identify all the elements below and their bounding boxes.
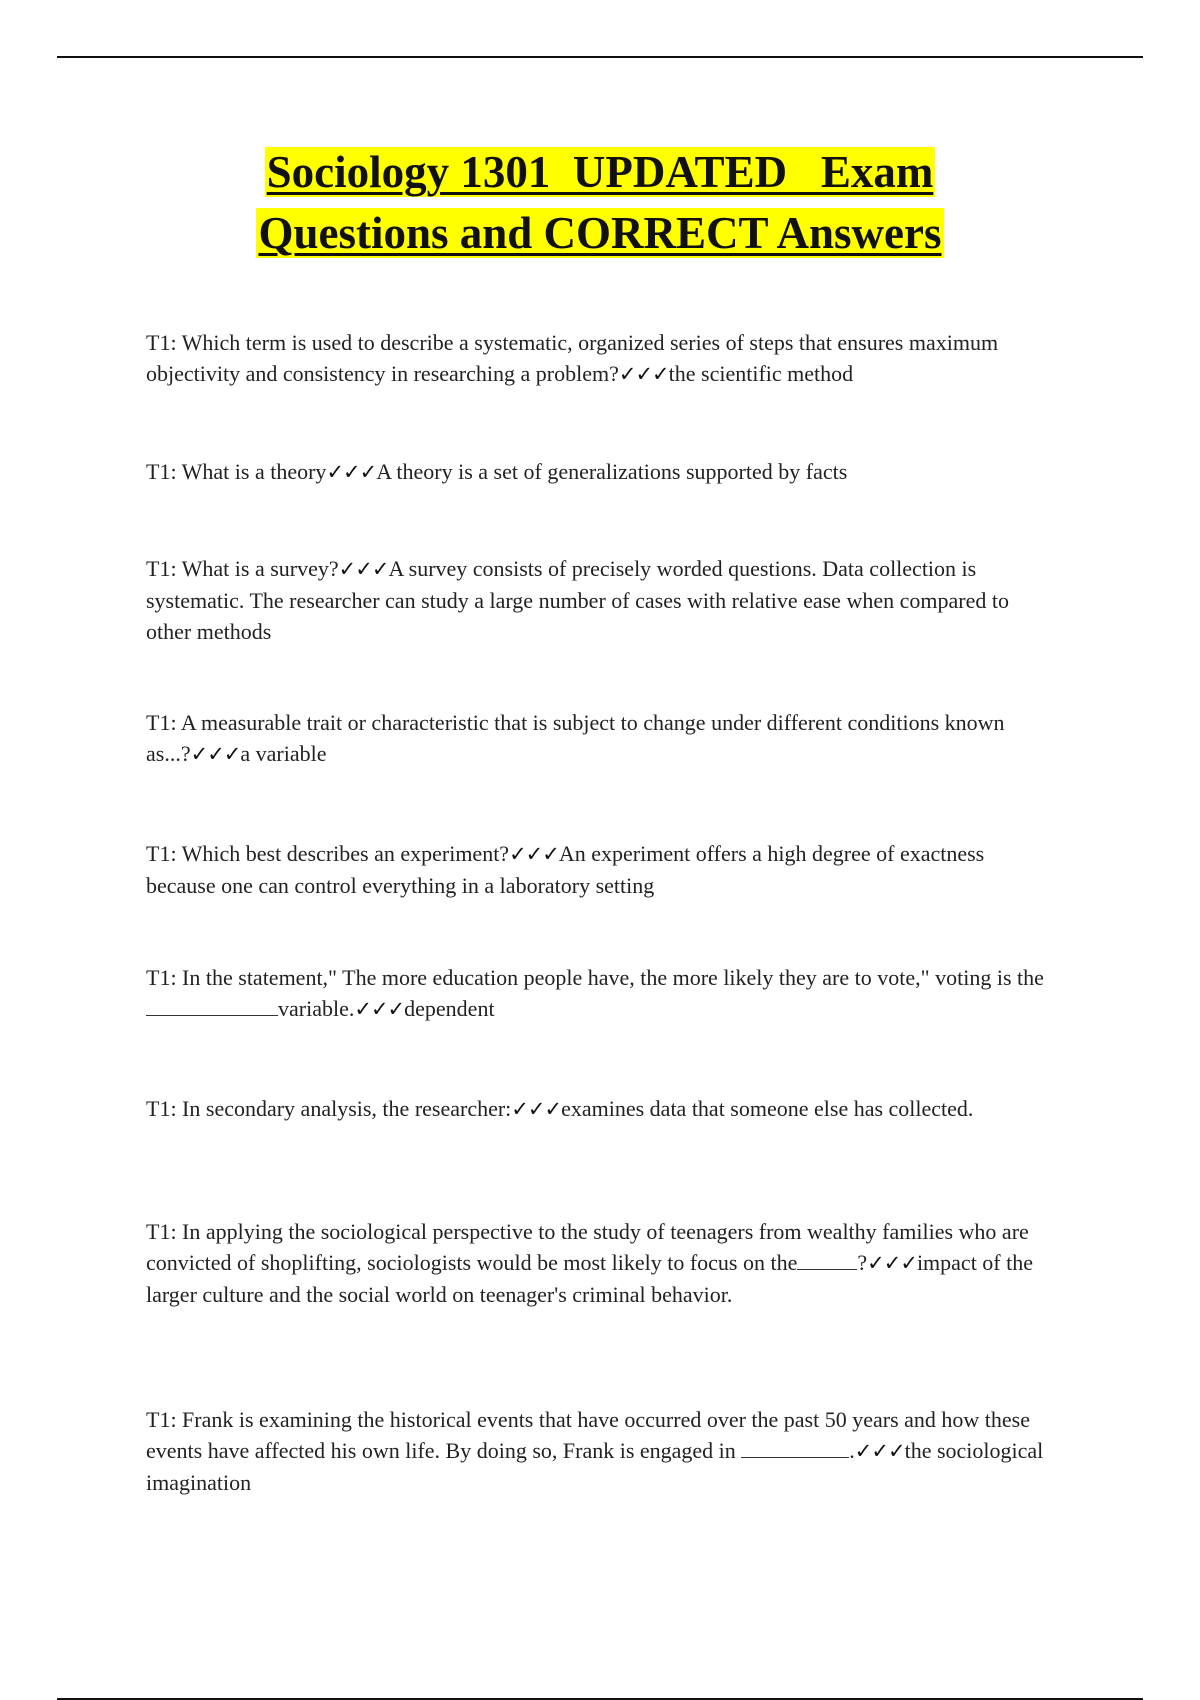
qa-item xyxy=(146,707,1046,770)
answer-text: impact of the larger culture and the social world on teenager's criminal behavior. xyxy=(146,1250,1034,1307)
checkmark-icon: ✓✓✓ xyxy=(190,742,241,766)
question-text: T1: Which best describes an experiment? xyxy=(146,841,510,866)
question-text-after: ? xyxy=(857,1250,868,1275)
top-rule xyxy=(57,56,1143,58)
question-text: T1: In the statement," The more education people have, the more likely they are to vote," voting is the xyxy=(146,965,1044,990)
answer-blank xyxy=(146,995,278,1016)
qa-item xyxy=(146,1404,1046,1498)
checkmark-icon: ✓✓✓ xyxy=(509,842,559,866)
checkmark-icon: ✓✓✓ xyxy=(354,997,405,1021)
qa-item xyxy=(146,553,1046,647)
qa-item xyxy=(146,456,1046,488)
answer-text: dependent xyxy=(404,996,495,1021)
question-text: T1: What is a theory xyxy=(146,459,327,484)
checkmark-icon: ✓✓✓ xyxy=(867,1251,917,1275)
question-text: T1: What is a survey? xyxy=(146,556,339,581)
answer-blank xyxy=(797,1249,857,1270)
answer-text: A theory is a set of generalizations supported by facts xyxy=(376,459,848,484)
question-text-after: . xyxy=(849,1438,855,1463)
answer-text: A survey consists of precisely worded questions. Data collection is systematic. The researcher can study a large number of cases with relative ease when compared to other methods xyxy=(146,556,1009,644)
document-title xyxy=(0,142,1200,264)
answer-text: examines data that someone else has collected. xyxy=(561,1096,974,1121)
checkmark-icon: ✓✓✓ xyxy=(854,1439,905,1463)
title-line-2: Questions and CORRECT Answers xyxy=(258,208,942,258)
answer-text: the sociological imagination xyxy=(146,1438,1044,1495)
answer-text: An experiment offers a high degree of exactness because one can control everything in a laboratory setting xyxy=(146,841,985,898)
checkmark-icon: ✓✓✓ xyxy=(338,557,389,581)
question-text: T1: A measurable trait or characteristic that is subject to change under different conditions known as...? xyxy=(146,710,1005,766)
qa-item xyxy=(146,1093,1046,1125)
question-text-after: variable. xyxy=(278,996,355,1021)
question-text: T1: Which term is used to describe a systematic, organized series of steps that ensures maximum objectivity and consistency in researching a problem? xyxy=(146,330,999,386)
checkmark-icon: ✓✓✓ xyxy=(511,1097,562,1121)
question-text: T1: In applying the sociological perspective to the study of teenagers from wealthy families who are convicted of shoplifting, sociologists would be most likely to focus on the xyxy=(146,1219,1029,1275)
question-text: T1: In secondary analysis, the researcher: xyxy=(146,1096,512,1121)
answer-blank xyxy=(741,1437,849,1458)
qa-item xyxy=(146,838,1046,901)
qa-item xyxy=(146,327,1046,390)
checkmark-icon: ✓✓✓ xyxy=(618,362,669,386)
answer-text: a variable xyxy=(240,741,327,766)
qa-item xyxy=(146,962,1046,1025)
question-text: T1: Frank is examining the historical events that have occurred over the past 50 years and how these events have affected his own life. By doing so, Frank is engaged in xyxy=(146,1407,1031,1463)
answer-text: the scientific method xyxy=(668,361,854,386)
title-line-1: Sociology 1301 UPDATED Exam xyxy=(266,147,934,197)
qa-item xyxy=(146,1216,1046,1310)
checkmark-icon: ✓✓✓ xyxy=(326,460,377,484)
